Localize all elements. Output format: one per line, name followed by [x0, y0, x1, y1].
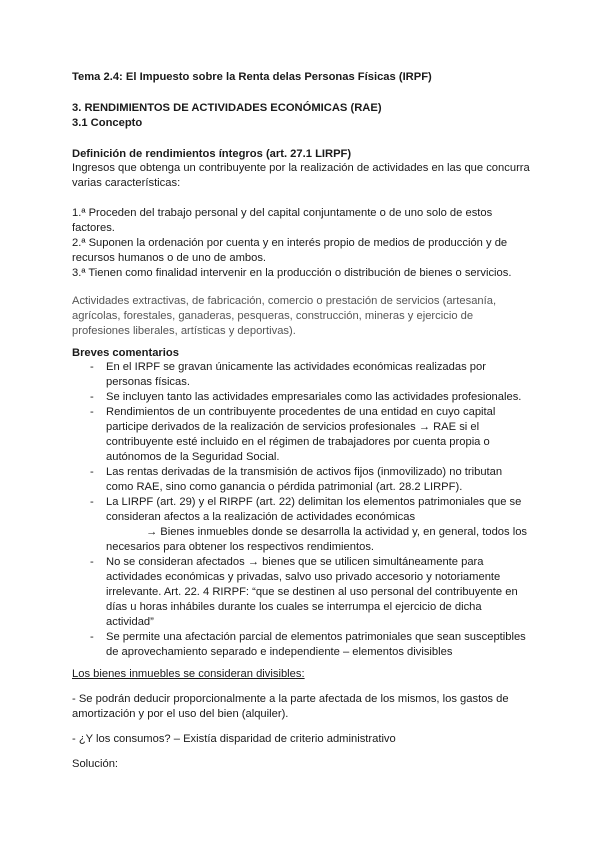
- solucion-label: Solución:: [72, 758, 119, 770]
- definition-heading: Definición de rendimientos íntegros (art. 27.1 LIRPF): [72, 148, 352, 160]
- list-item: [72, 495, 532, 555]
- list-item-text: Rendimientos de un contribuyente procedentes de una entidad en cuyo capital participe derivados de la realización de servicios profesionales → RAE si el contribuyente esté incluido en el régimen de trabajadores por cuenta propia o autónomos de la Seguridad Social.: [106, 406, 496, 463]
- definition-body: Ingresos que obtenga un contribuyente por la realización de actividades en las que concurra varias características:: [72, 162, 530, 189]
- breves-list: [72, 360, 532, 660]
- list-item-text: Se permite una afectación parcial de elementos patrimoniales que sean susceptibles de aprovechamiento separado e independiente – elementos divisibles: [106, 631, 526, 658]
- list-item-text: No se consideran afectados → bienes que se utilicen simultáneamente para actividades económicas y privadas, salvo uso privado accesorio y notoriamente irrelevante. Art. 22. 4 RIRPF: “que se destinen al uso personal del contribuyente en días u horas inhábiles durante los cuales se interrumpa el ejercicio de dicha actividad”: [106, 556, 518, 628]
- dash-marker: -: [90, 631, 94, 643]
- characteristic-3: 3.ª Tienen como finalidad intervenir en la producción o distribución de bienes o servicios.: [72, 267, 512, 279]
- dash-marker: -: [90, 466, 94, 478]
- dash-marker: -: [90, 496, 94, 508]
- list-item: [72, 465, 532, 495]
- list-item: [72, 555, 532, 630]
- dash-marker: -: [90, 406, 94, 418]
- sub-item-first-line: → Bienes inmuebles donde se desarrolla la actividad y, en general, todos los: [146, 526, 528, 538]
- tema-title: Tema 2.4: El Impuesto sobre la Renta delas Personas Físicas (IRPF): [72, 71, 432, 83]
- bienes-paragraph: - Se podrán deducir proporcionalmente a la parte afectada de los mismos, los gastos de amortización y por el uso del bien (alquiler).: [72, 693, 509, 720]
- dash-marker: -: [90, 391, 94, 403]
- list-item: [72, 630, 532, 660]
- list-item-text: Las rentas derivadas de la transmisión de activos fijos (inmovilizado) no tributan como RAE, sino como ganancia o pérdida patrimonial (art. 28.2 LIRPF).: [106, 466, 503, 493]
- list-item-text: Se incluyen tanto las actividades empresariales como las actividades profesionales.: [106, 391, 522, 403]
- list-item: [72, 405, 532, 465]
- subsection-title: 3.1 Concepto: [72, 117, 143, 129]
- sub-item-rest: necesarios para obtener los respectivos rendimientos.: [106, 541, 375, 553]
- breves-heading: Breves comentarios: [72, 347, 179, 359]
- section-title: 3. RENDIMIENTOS DE ACTIVIDADES ECONÓMICAS (RAE): [72, 102, 382, 114]
- dash-marker: -: [90, 361, 94, 373]
- characteristic-1: 1.ª Proceden del trabajo personal y del capital conjuntamente o de uno solo de estos factores.: [72, 207, 493, 234]
- dash-marker: -: [90, 556, 94, 568]
- consumos-paragraph: - ¿Y los consumos? – Existía disparidad de criterio administrativo: [72, 733, 396, 745]
- characteristics-list: [72, 206, 532, 281]
- list-item-text: La LIRPF (art. 29) y el RIRPF (art. 22) delimitan los elementos patrimoniales que se consideran afectos a la realización de actividades económicas: [106, 496, 522, 523]
- list-item: [72, 390, 532, 405]
- list-item: [72, 360, 532, 390]
- characteristic-2: 2.ª Suponen la ordenación por cuenta y en interés propio de medios de producción y de recursos humanos o de uno de ambos.: [72, 237, 508, 264]
- activities-paragraph: Actividades extractivas, de fabricación, comercio o prestación de servicios (artesanía, agrícolas, forestales, ganaderas, pesqueras, construcción, mineras y ejercicio de profesiones liberales, artísticas y deportivas).: [72, 295, 497, 337]
- list-item-text: En el IRPF se gravan únicamente las actividades económicas realizadas por personas físicas.: [106, 361, 486, 388]
- bienes-heading: Los bienes inmuebles se consideran divisibles:: [72, 668, 305, 680]
